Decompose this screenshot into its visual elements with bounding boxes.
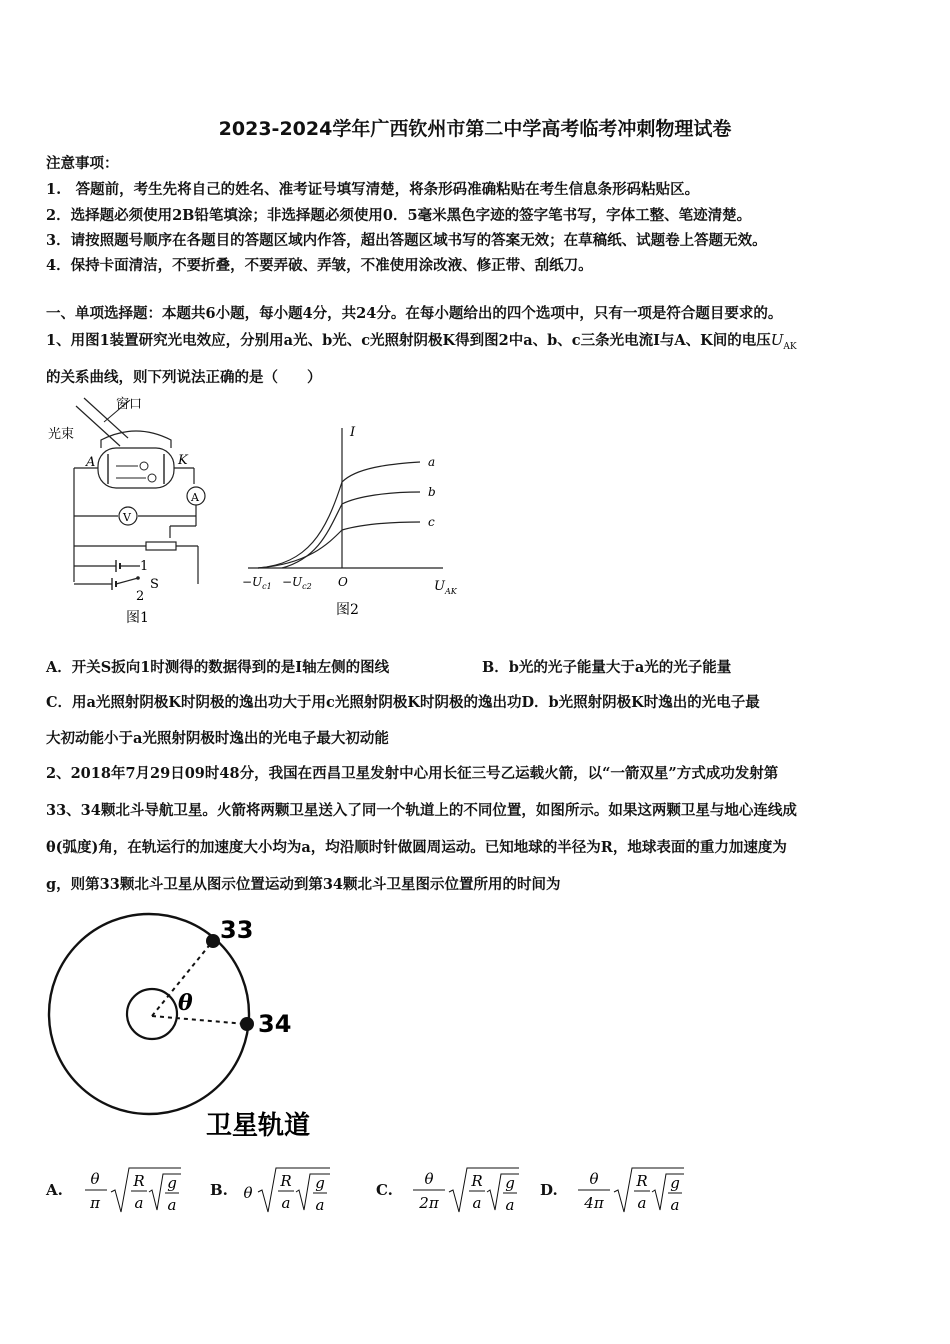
q2-option-d-formula — [564, 1160, 692, 1220]
stopping-voltage-2-label: $-U_{c2}$ — [282, 575, 312, 591]
svg-text:R: R — [280, 1172, 292, 1190]
q2-option-d-letter: D. — [540, 1181, 558, 1199]
orbit-caption: 卫星轨道 — [206, 1111, 311, 1141]
theta-label: θ — [178, 990, 193, 1016]
q1-option-c[interactable]: C．用a光照射阴极K时阴极的逸出功大于用c光照射阴极K时阴极的逸出功 — [46, 694, 522, 711]
origin-label: O — [338, 575, 348, 589]
switch-position-2: 2 — [136, 589, 145, 604]
svg-text:a: a — [670, 1196, 680, 1214]
svg-text:g: g — [167, 1174, 177, 1192]
svg-text:g: g — [315, 1174, 325, 1192]
q1-stem-line1 — [46, 329, 797, 352]
svg-text:2π: 2π — [419, 1194, 439, 1212]
q1-figure-2 — [238, 420, 468, 634]
q2-option-d[interactable] — [540, 1160, 692, 1220]
svg-text:a: a — [167, 1196, 177, 1214]
q1-figure-1 — [46, 392, 226, 636]
satellite-33-label: 33 — [220, 916, 254, 944]
switch-label: S — [150, 577, 159, 592]
satellite-34-dot — [240, 1017, 254, 1031]
svg-text:θ: θ — [243, 1184, 253, 1202]
satellite-34-label: 34 — [258, 1010, 292, 1038]
svg-text:θ: θ — [90, 1170, 100, 1188]
q1-stem-text: 1、用图1装置研究光电效应，分别用a光、b光、c光照射阴极K得到图2中a、b、c三条光电流I与A、K间的电压 — [46, 332, 771, 349]
svg-text:4π: 4π — [584, 1194, 604, 1212]
svg-text:a: a — [637, 1194, 647, 1212]
notice-item-1: 1. 答题前，考生先将自己的姓名、准考证号填写清楚，将条形码准确粘贴在考生信息条形码粘贴区。 — [46, 181, 700, 198]
page-title: 2023-2024学年广西钦州市第二中学高考临考冲刺物理试卷 — [218, 118, 732, 140]
svg-text:R: R — [133, 1172, 145, 1190]
curve-c-label: c — [428, 515, 435, 529]
q1-option-b[interactable]: B．b光的光子能量大于a光的光子能量 — [482, 659, 732, 676]
q2-option-b-formula — [234, 1160, 338, 1220]
q1-option-d-part1[interactable]: D．b光照射阴极K时逸出的光电子最 — [521, 694, 760, 711]
curve-b-label: b — [428, 485, 436, 499]
q2-option-a-letter: A. — [46, 1181, 63, 1199]
current-axis-label: I — [350, 425, 356, 440]
svg-text:a: a — [472, 1194, 482, 1212]
satellite-33-dot — [206, 934, 220, 948]
notice-item-2: 2．选择题必须使用2B铅笔填涂；非选择题必须使用0．5毫米黑色字迹的签字笔书写，字体工整、笔迹清楚。 — [46, 207, 752, 224]
anode-label: A — [86, 455, 96, 470]
svg-text:a: a — [134, 1194, 144, 1212]
svg-text:g: g — [505, 1174, 515, 1192]
q2-stem-line3: θ(弧度)角，在轨运行的加速度大小均为a，均沿顺时针做圆周运动。已知地球的半径为R，地球表面的重力加速度为 — [46, 839, 787, 856]
q2-options — [46, 1160, 746, 1220]
svg-text:π: π — [89, 1194, 100, 1212]
q1-option-a[interactable]: A．开关S扳向1时测得的数据得到的是I轴左侧的图线 — [46, 659, 390, 676]
cathode-label: K — [178, 453, 188, 468]
svg-text:a: a — [505, 1196, 515, 1214]
figure-1-caption: 图1 — [126, 610, 149, 626]
q1-uak-symbol: $U_{AK}$ — [770, 331, 797, 352]
q2-option-b[interactable] — [210, 1160, 338, 1220]
figure-2-caption: 图2 — [336, 602, 359, 618]
beam-label: 光束 — [48, 427, 75, 442]
q2-option-c-formula — [399, 1160, 527, 1220]
q2-stem-line4: g，则第33颗北斗卫星从图示位置运动到第34颗北斗卫星图示位置所用的时间为 — [46, 876, 561, 893]
curve-a-label: a — [428, 455, 436, 469]
q1-stem-line2: 的关系曲线，则下列说法正确的是（ ） — [46, 369, 322, 386]
q2-stem-line1: 2、2018年7月29日09时48分，我国在西昌卫星发射中心用长征三号乙运载火箭，以“一箭双星”方式成功发射第 — [46, 765, 779, 782]
svg-text:g: g — [669, 1174, 680, 1192]
q1-option-d-part2[interactable]: 大初动能小于a光照射阴极时逸出的光电子最大初动能 — [46, 730, 389, 747]
stopping-voltage-1-label: $-U_{c1}$ — [242, 575, 272, 591]
svg-text:θ: θ — [589, 1170, 599, 1188]
q2-stem-line2: 33、34颗北斗导航卫星。火箭将两颗卫星送入了同一个轨道上的不同位置，如图所示。如果这两颗卫星与地心连线成 — [46, 802, 797, 819]
q2-orbit-figure — [46, 910, 346, 1154]
ammeter-label: A — [191, 491, 199, 504]
q2-option-c-letter: C. — [376, 1181, 393, 1199]
voltmeter-label: V — [123, 511, 131, 524]
svg-text:a: a — [315, 1196, 325, 1214]
notice-item-3: 3．请按照题号顺序在各题目的答题区域内作答，超出答题区域书写的答案无效；在草稿纸、试题卷上答题无效。 — [46, 232, 767, 249]
svg-text:a: a — [281, 1194, 291, 1212]
notice-item-4: 4．保持卡面清洁，不要折叠，不要弄破、弄皱，不准使用涂改液、修正带、刮纸刀。 — [46, 257, 593, 274]
q2-option-a-formula — [69, 1160, 189, 1220]
svg-text:θ: θ — [424, 1170, 434, 1188]
q2-option-a[interactable] — [46, 1160, 189, 1220]
window-label: 窗口 — [116, 397, 143, 412]
q2-option-c[interactable] — [376, 1160, 527, 1220]
notice-heading: 注意事项： — [46, 155, 119, 172]
switch-position-1: 1 — [140, 559, 149, 574]
svg-text:R: R — [636, 1172, 648, 1190]
section-heading: 一、单项选择题：本题共6小题，每小题4分，共24分。在每小题给出的四个选项中，只有一项是符合题目要求的。 — [46, 305, 783, 322]
svg-text:R: R — [471, 1172, 483, 1190]
q2-option-b-letter: B. — [210, 1181, 228, 1199]
voltage-axis-label: $U_{AK}$ — [434, 579, 457, 596]
q1-option-c-d[interactable] — [46, 691, 760, 712]
